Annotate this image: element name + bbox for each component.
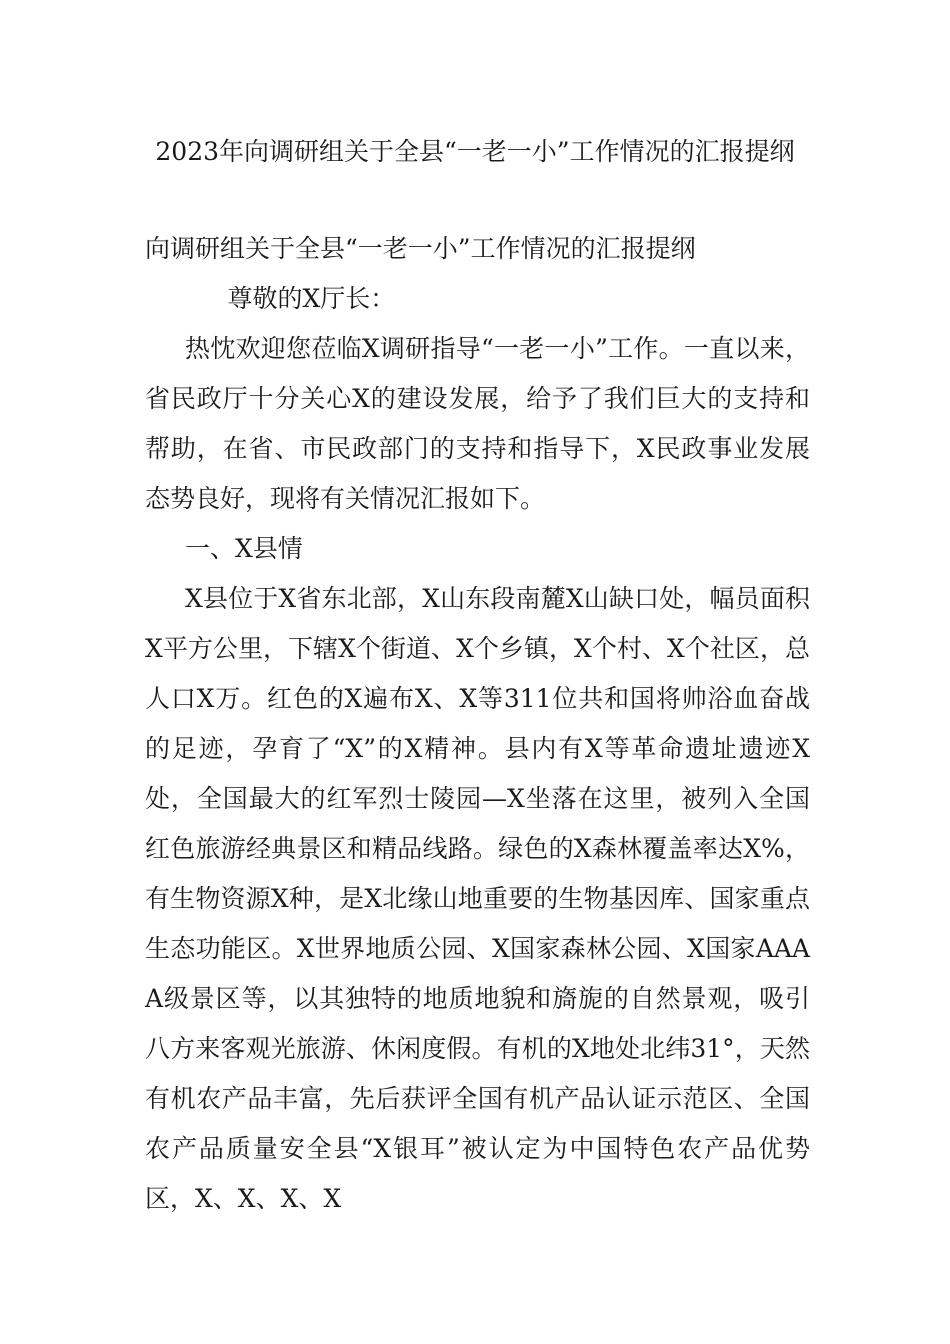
document-body: [145, 224, 810, 1224]
salutation: 尊敬的X厅长：: [227, 284, 396, 313]
paragraph-intro: 热忱欢迎您莅临X调研指导“一老一小”工作。一直以来，省民政厅十分关心X的建设发展，给予了我们巨大的支持和帮助，在省、市民政部门的支持和指导下，X民政事业发展态势良好，现将有关情况汇报如下。: [145, 334, 810, 513]
paragraph-county-info: X县位于X省东北部，X山东段南麓X山缺口处，幅员面积X平方公里，下辖X个街道、X个乡镇，X个村、X个社区，总人口X万。红色的X遍布X、X等311位共和国将帅浴血奋战的足迹，孕育了“X”的X精神。县内有X等革命遗址遗迹X处，全国最大的红军烈士陵园—X坐落在这里，被列入全国红色旅游经典景区和精品线路。绿色的X森林覆盖率达X%，有生物资源X种，是X北缘山地重要的生物基因库、国家重点生态功能区。X世界地质公园、X国家森林公园、X国家AAAA级景区等，以其独特的地质地貌和旖旎的自然景观，吸引八方来客观光旅游、休闲度假。有机的X地处北纬31°，天然有机农产品丰富，先后获评全国有机产品认证示范区、全国农产品质量安全县“X银耳”被认定为中国特色农产品优势区，X、X、X、X: [145, 584, 810, 1213]
document-title: 2023年向调研组关于全县“一老一小”工作情况的汇报提纲: [155, 137, 795, 166]
document-subtitle: 向调研组关于全县“一老一小”工作情况的汇报提纲: [145, 234, 696, 263]
section-heading: 一、X县情: [185, 534, 303, 563]
